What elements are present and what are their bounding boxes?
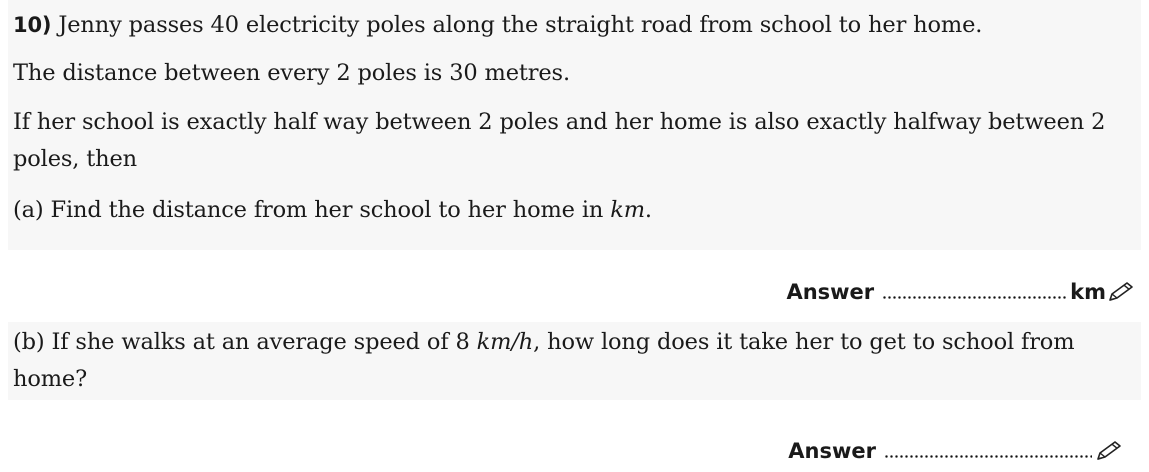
part-b-math: km/h — [476, 329, 534, 355]
part-a-answer-row — [786, 277, 1135, 307]
part-a-question — [13, 195, 652, 225]
question-line-3: If her school is exactly half way between 2 poles and her home is also exactly halfway between 2 — [13, 109, 1106, 135]
part-a-answer-field[interactable] — [882, 296, 1068, 299]
part-b-answer-field[interactable] — [884, 455, 1092, 458]
part-b-answer-label: Answer — [788, 439, 876, 463]
part-b-answer-row — [788, 436, 1123, 466]
part-b-question-line-2: home? — [13, 366, 88, 392]
question-line-1 — [13, 10, 982, 40]
part-b-question-line-1 — [13, 327, 1074, 357]
question-text-1: Jenny passes 40 electricity poles along the straight road from school to her home. — [58, 12, 983, 38]
pencil-icon[interactable] — [1107, 281, 1135, 303]
part-a-text: (a) Find the distance from her school to her home in — [13, 197, 611, 223]
part-a-answer-label: Answer — [786, 280, 875, 304]
part-b-text-end: , how long does it take her to get to school from — [533, 329, 1075, 355]
part-a-answer-unit: km — [1070, 280, 1106, 304]
part-b-text: (b) If she walks at an average speed of 8 — [13, 329, 477, 355]
question-line-2: The distance between every 2 poles is 30 metres. — [13, 60, 570, 86]
pencil-icon[interactable] — [1095, 440, 1123, 462]
question-line-4: poles, then — [13, 146, 138, 172]
part-a-text-end: . — [644, 197, 652, 223]
question-number: 10) — [13, 13, 52, 37]
part-a-math: km — [610, 197, 645, 223]
